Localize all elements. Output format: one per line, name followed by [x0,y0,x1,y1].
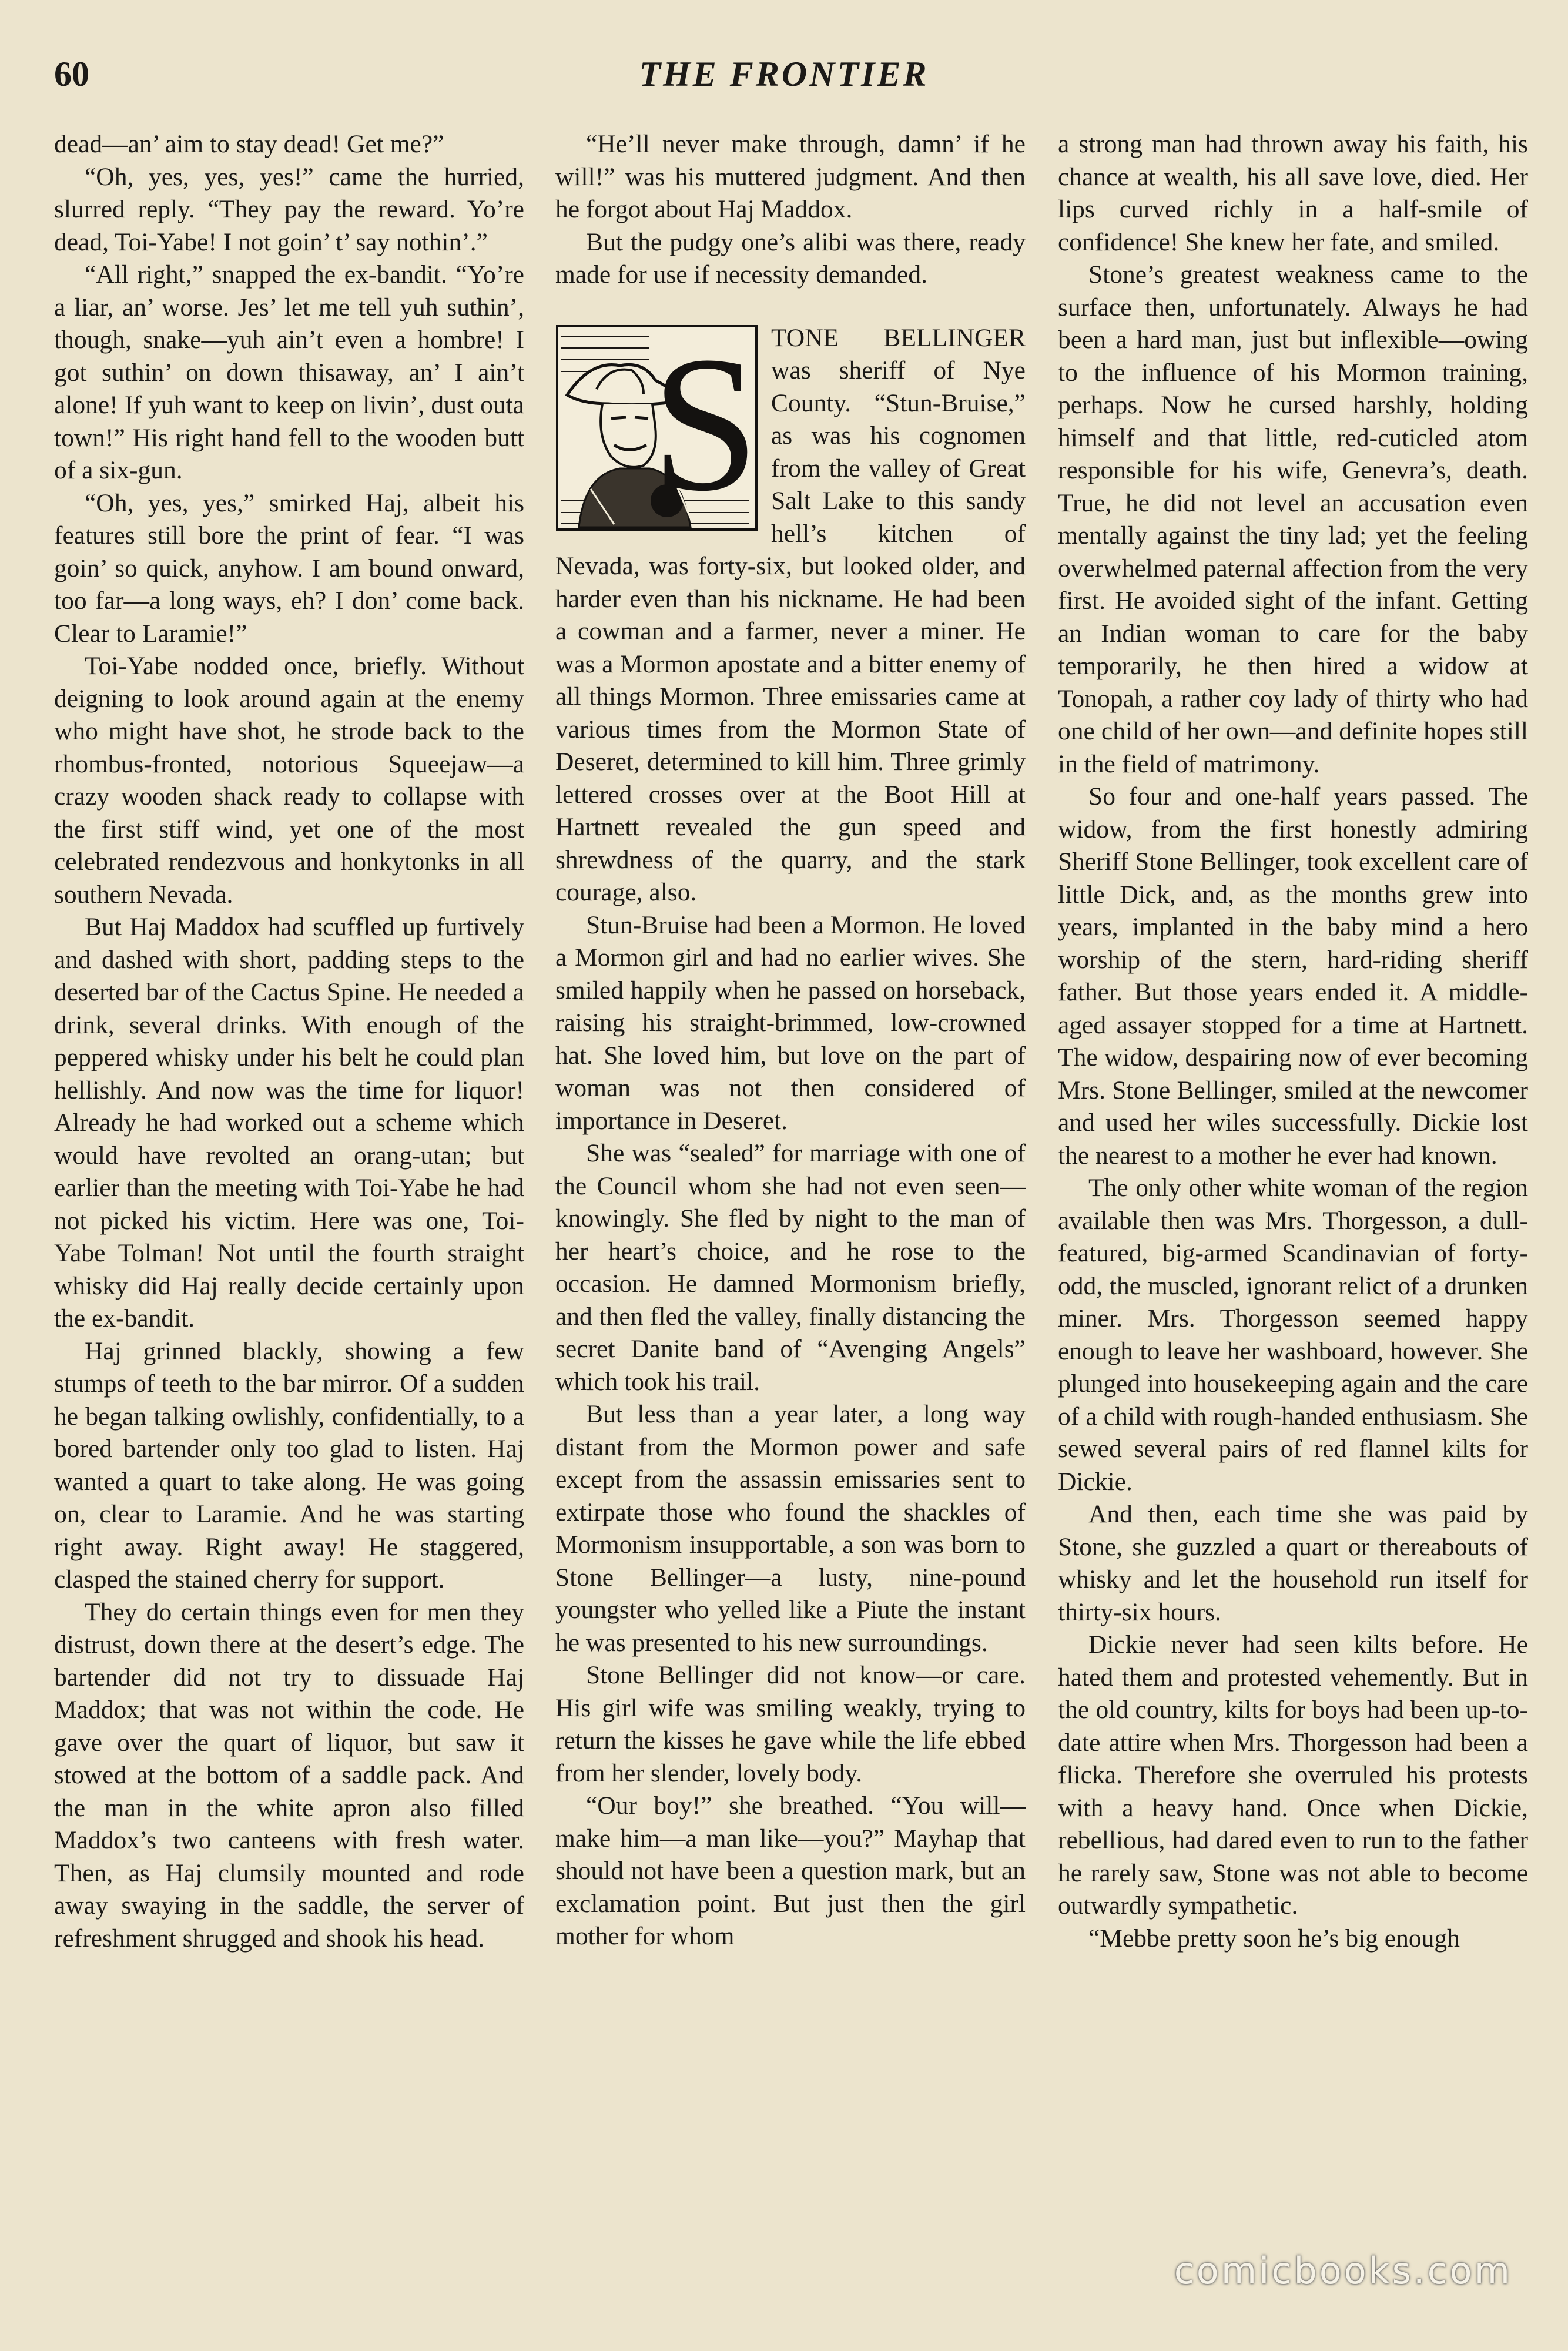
paragraph: Stone Bellinger did not know—or care. His girl wife was smiling weakly, trying to return the kisses he gave while the life ebbed from her slender, lovely body. [555,1661,1026,1787]
paragraph: Dickie never had seen kilts before. He hated them and protested vehemently. But in the old country, kilts for boys had been up-to-date attire when Mrs. Thorgesson had been a flicka. Therefore she overruled his protests with a heavy hand. Once when Dickie, rebellious, had dared even to run to the father he rarely saw, Stone was not able to become outwardly sympathetic. [1058,1630,1528,1920]
paragraph: Toi-Yabe nodded once, briefly. Without deigning to look around again at the enemy who might have shot, he strode back to the rhombus-fronted, notorious Squeejaw—a crazy wooden shack ready to collapse with the first stiff wind, yet one of the most celebrated rendezvous and honkytonks in all southern Nevada. [54,652,524,909]
paragraph: “Oh, yes, yes, yes!” came the hurried, slurred reply. “They pay the reward. Yo’re dead, Toi-Yabe! I not goin’ t’ say nothin’.” [54,162,524,256]
paragraph: Haj grinned blackly, showing a few stumps of teeth to the bar mirror. Of a sudden he began talking owlishly, confidentially, to a bored bartender only too glad to listen. Haj wanted a quart to take along. He was going on, clear to Laramie. And he was starting right away. Right away! He staggered, clasped the stained cherry for support. [54,1337,524,1593]
paragraph: “Oh, yes, yes,” smirked Haj, albeit his features still bore the print of fear. “I was goin’ so quick, anyhow. I am bound onward, too far—a long ways, eh? I don’ come back. Clear to Laramie!” [54,488,524,648]
paragraph: TONE BELLINGER was sheriff of Nye County. “Stun-Bruise,” as was his cognomen from the valley of Great Salt Lake to this sandy hell’s kitchen of Nevada, was forty-six, but looked older, and harder even than his nickname. He had been a cowman and a farmer, never a miner. He was a Mormon apostate and a bitter enemy of all things Mormon. Three emissaries came at various times from the Mormon State of Deseret, determined to kill him. Three grimly lettered crosses over at the Boot Hill at Hartnett revealed the gun speed and shrewdness of the quarry, and the stark courage, also. [555,323,1026,906]
paragraph: dead—an’ aim to stay dead! Get me?” [54,130,444,158]
paragraph: Stun-Bruise had been a Mormon. He loved a Mormon girl and had no earlier wives. She smiled happily when he passed on horseback, raising his straight-brimmed, low-crowned hat. She loved him, but love on the part of woman was not then considered of importance in Deseret. [555,910,1026,1135]
paragraph: “Our boy!” she breathed. “You will—make him—a man like—you?” Mayhap that should not have been a question mark, but an exclamation point. But just then the girl mother for whom [555,1791,1026,1950]
paragraph: Stone’s greatest weakness came to the surface then, unfortunately. Always he had been a hard man, just but inflexible—owing to the influence of his Mormon training, perhaps. Now he cursed harshly, holding himself and that little, red-cuticled atom responsible for his wife, Genevra’s, death. True, he did not level an accusation even mentally against the tiny lad; yet the feeling overwhelmed paternal affection from the very first. He avoided sight of the infant. Getting an Indian woman to care for the baby temporarily, he then hired a widow at Tonopah, a rather coy lady of thirty who had one child of her own—and definite hopes still in the field of matrimony. [1058,260,1528,778]
drop-cap-letter: S [651,316,759,531]
paragraph: The only other white woman of the region available then was Mrs. Thorgesson, a dull-featured, big-armed Scandinavian of forty-odd, the muscled, ignorant relict of a drunken miner. Mrs. Thorgesson seemed happy enough to leave her washboard, however. She plunged into housekeeping again and the care of a child with rough-handed enthusiasm. She sewed several pairs of red flannel kilts for Dickie. [1058,1174,1528,1496]
paragraph: a strong man had thrown away his faith, his chance at wealth, his all save love, died. Her lips curved richly in a half-smile of confidence! She knew her fate, and smiled. [1058,130,1528,256]
paragraph: And then, each time she was paid by Stone, she guzzled a quart or thereabouts of whisky and let the household run itself for thirty-six hours. [1058,1500,1528,1626]
paragraph: But less than a year later, a long way distant from the Mormon power and safe except from the assassin emissaries sent to extirpate those who found the shackles of Mormonism insupportable, a son was born to Stone Bellinger—a lusty, nine-pound youngster who yelled like a Piute the instant he was presented to his new surroundings. [555,1400,1026,1657]
drop-cap-illustration [555,316,759,531]
page-number: 60 [54,55,89,93]
paragraph: “Mebbe pretty soon he’s big enough [1088,1924,1460,1953]
paragraph: But Haj Maddox had scuffled up furtively and dashed with short, padding steps to the deserted bar of the Cactus Spine. He needed a drink, several drinks. With enough of the peppered whisky under his belt he could plan hellishly. And now was the time for liquor! Already he had worked out a scheme which would have revolted an orang-utan; but earlier than the meeting with Toi-Yabe he had not picked his victim. Here was one, Toi-Yabe Tolman! Not until the fourth straight whisky did Haj really decide certainly upon the ex-bandit. [54,913,524,1332]
paragraph: She was “sealed” for marriage with one of the Council whom she had not even seen—knowingly. She fled by night to the man of her heart’s choice, and he rose to the occasion. He damned Mormonism briefly, and then fled the valley, finally distancing the secret Danite band of “Avenging Angels” which took his trail. [555,1139,1026,1396]
paragraph: “All right,” snapped the ex-bandit. “Yo’re a liar, an’ worse. Jes’ let me tell yuh suthin’, though, snake—yuh ain’t even a hombre! I got suthin’ on down thisaway, an’ I ain’t alone! If yuh want to keep on livin’, dust outa town!” His right hand fell to the wooden butt of a six-gun. [54,260,524,484]
text-column-2 [555,128,1026,1953]
text-column-3 [1058,128,1528,1955]
paragraph: So four and one-half years passed. The widow, from the first honestly admiring Sheriff Stone Bellinger, took excellent care of little Dick, and, as the months grew into years, implanted in the baby mind a hero worship of the stern, hard-riding sheriff father. But those years ended it. A middle-aged assayer stopped for a time at Hartnett. The widow, despairing now of ever becoming Mrs. Stone Bellinger, smiled at the newcomer and used her wiles successfully. Dickie lost the nearest to a mother he ever had known. [1058,782,1528,1170]
running-head: THE FRONTIER [639,55,929,93]
watermark: comicbooks.com [1174,2249,1512,2292]
paragraph: They do certain things even for men they distrust, down there at the desert’s edge. The bartender did not try to dissuade Haj Maddox; that was not within the code. He gave over the quart of liquor, but saw it stowed at the bottom of a saddle pack. And the man in the white apron also filled Maddox’s two canteens with fresh water. Then, as Haj clumsily mounted and rode away swaying in the saddle, the server of refreshment shrugged and shook his head. [54,1598,524,1953]
paragraph: But the pudgy one’s alibi was there, ready made for use if necessity demanded. [555,227,1026,289]
text-column-1 [54,128,524,1955]
paragraph: “He’ll never make through, damn’ if he will!” was his muttered judgment. And then he forgot about Haj Maddox. [555,130,1026,223]
